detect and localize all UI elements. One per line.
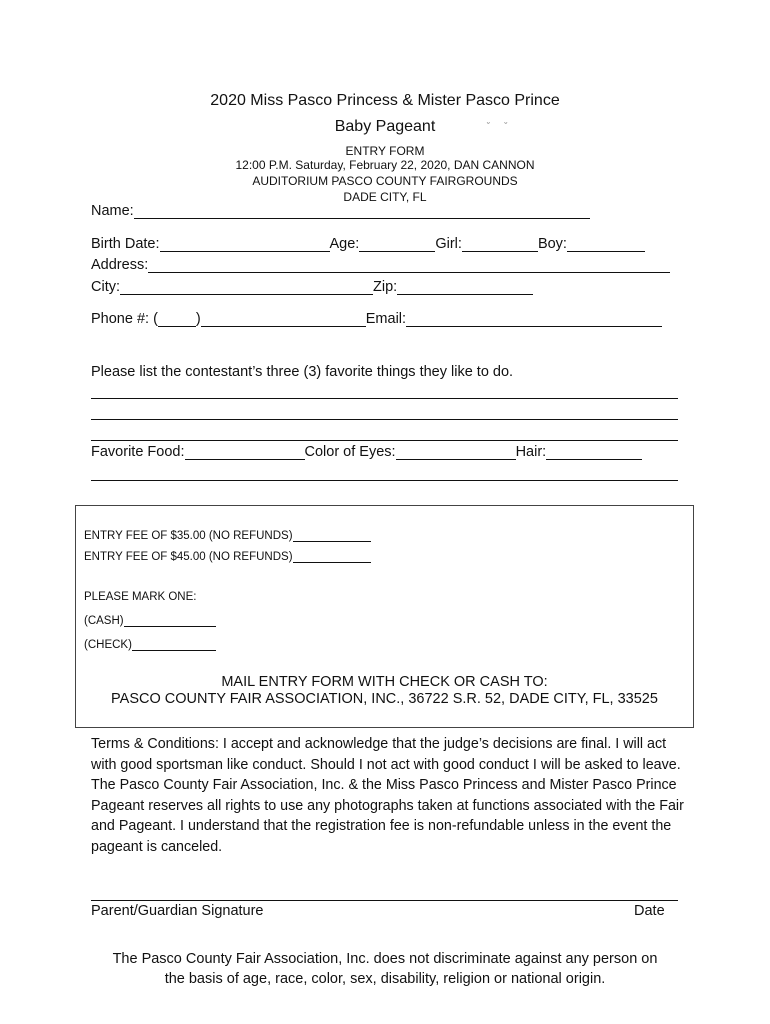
- favorite-food-field[interactable]: [185, 445, 305, 460]
- signature-label: Parent/Guardian Signature: [91, 903, 264, 919]
- event-time: 12:00 P.M. Saturday, February 22, 2020, DAN CANNON: [235, 158, 535, 172]
- girl-label: Girl:: [435, 236, 462, 252]
- nondiscrimination-line-1: The Pasco County Fair Association, Inc. does not discriminate against any person on: [112, 951, 658, 967]
- girl-field[interactable]: [462, 237, 538, 252]
- phone-close-paren: ): [195, 311, 201, 327]
- fee-45-field[interactable]: [293, 551, 371, 563]
- event-venue: AUDITORIUM PASCO COUNTY FAIRGROUNDS: [252, 174, 518, 188]
- age-field[interactable]: [359, 237, 435, 252]
- hair-label: Hair:: [515, 444, 547, 460]
- favorites-detail-row: [91, 444, 642, 460]
- city-label: City:: [91, 279, 120, 295]
- zip-field[interactable]: [397, 280, 533, 295]
- birth-date-label: Birth Date:: [91, 236, 160, 252]
- fee-35-row: [84, 530, 371, 542]
- name-row: [91, 203, 590, 219]
- address-label: Address:: [91, 257, 149, 273]
- fee-45-label: ENTRY FEE OF $45.00 (NO REFUNDS): [84, 551, 293, 563]
- email-label: Email:: [365, 311, 407, 327]
- signature-line[interactable]: [91, 900, 678, 901]
- phone-field[interactable]: [201, 312, 366, 327]
- entry-form-label: ENTRY FORM: [345, 144, 425, 158]
- nondiscrimination-line-2: the basis of age, race, color, sex, disability, religion or national origin.: [164, 971, 606, 987]
- extra-line[interactable]: [91, 480, 678, 481]
- phone-row: [91, 311, 662, 327]
- address-field[interactable]: [148, 258, 670, 273]
- cash-field[interactable]: [124, 615, 216, 627]
- mail-address: PASCO COUNTY FAIR ASSOCIATION, INC., 36722 S.R. 52, DADE CITY, FL, 33525: [111, 691, 658, 707]
- terms-and-conditions: [91, 734, 691, 858]
- area-code-field[interactable]: [158, 312, 196, 327]
- form-subtitle: [0, 118, 770, 136]
- city-row: [91, 279, 533, 295]
- check-row: [84, 639, 216, 651]
- terms-text: Terms & Conditions: I accept and acknowledge that the judge’s decisions are final. I will act with good sportsman like conduct. Should I not act with good conduct I will be asked to leave. The Pasco County Fair Association, Inc. & the Miss Pasco Princess and Mister Pasco Prince Pageant reserves all rights to use any photographs taken at functions associated with the Fair and Pageant. I understand that the registration fee is non-refundable unless in the event the pageant is canceled.: [91, 736, 684, 855]
- favorite-food-label: Favorite Food:: [91, 444, 185, 460]
- eye-color-field[interactable]: [396, 445, 516, 460]
- form-title: 2020 Miss Pasco Princess & Mister Pasco Prince: [210, 92, 560, 109]
- phone-label: Phone #: (: [91, 311, 158, 327]
- check-label: (CHECK): [84, 639, 132, 651]
- name-label: Name:: [91, 203, 134, 219]
- check-field[interactable]: [132, 639, 216, 651]
- boy-label: Boy:: [537, 236, 567, 252]
- birth-row: [91, 236, 645, 252]
- cash-label: (CASH): [84, 615, 124, 627]
- favorites-prompt: Please list the contestant’s three (3) favorite things they like to do.: [91, 364, 514, 380]
- favorites-line-3[interactable]: [91, 440, 678, 441]
- favorites-line-2[interactable]: [91, 419, 678, 420]
- fee-45-row: [84, 551, 371, 563]
- email-field[interactable]: [406, 312, 662, 327]
- city-field[interactable]: [120, 280, 373, 295]
- birth-date-field[interactable]: [160, 237, 330, 252]
- eye-color-label: Color of Eyes:: [304, 444, 396, 460]
- scan-mark: ˘ ˘: [487, 121, 514, 131]
- event-city: DADE CITY, FL: [343, 190, 427, 204]
- form-subtitle-text: Baby Pageant: [334, 118, 436, 135]
- zip-label: Zip:: [373, 279, 398, 295]
- cash-row: [84, 615, 216, 627]
- hair-field[interactable]: [546, 445, 642, 460]
- age-label: Age:: [329, 236, 360, 252]
- mail-instructions: MAIL ENTRY FORM WITH CHECK OR CASH TO:: [221, 674, 548, 690]
- favorites-line-1[interactable]: [91, 398, 678, 399]
- fee-35-label: ENTRY FEE OF $35.00 (NO REFUNDS): [84, 530, 293, 542]
- address-row: [91, 257, 670, 273]
- mark-one-label: PLEASE MARK ONE:: [84, 591, 197, 603]
- name-field[interactable]: [134, 204, 590, 219]
- date-label: Date: [634, 903, 665, 919]
- fee-35-field[interactable]: [293, 530, 371, 542]
- boy-field[interactable]: [567, 237, 645, 252]
